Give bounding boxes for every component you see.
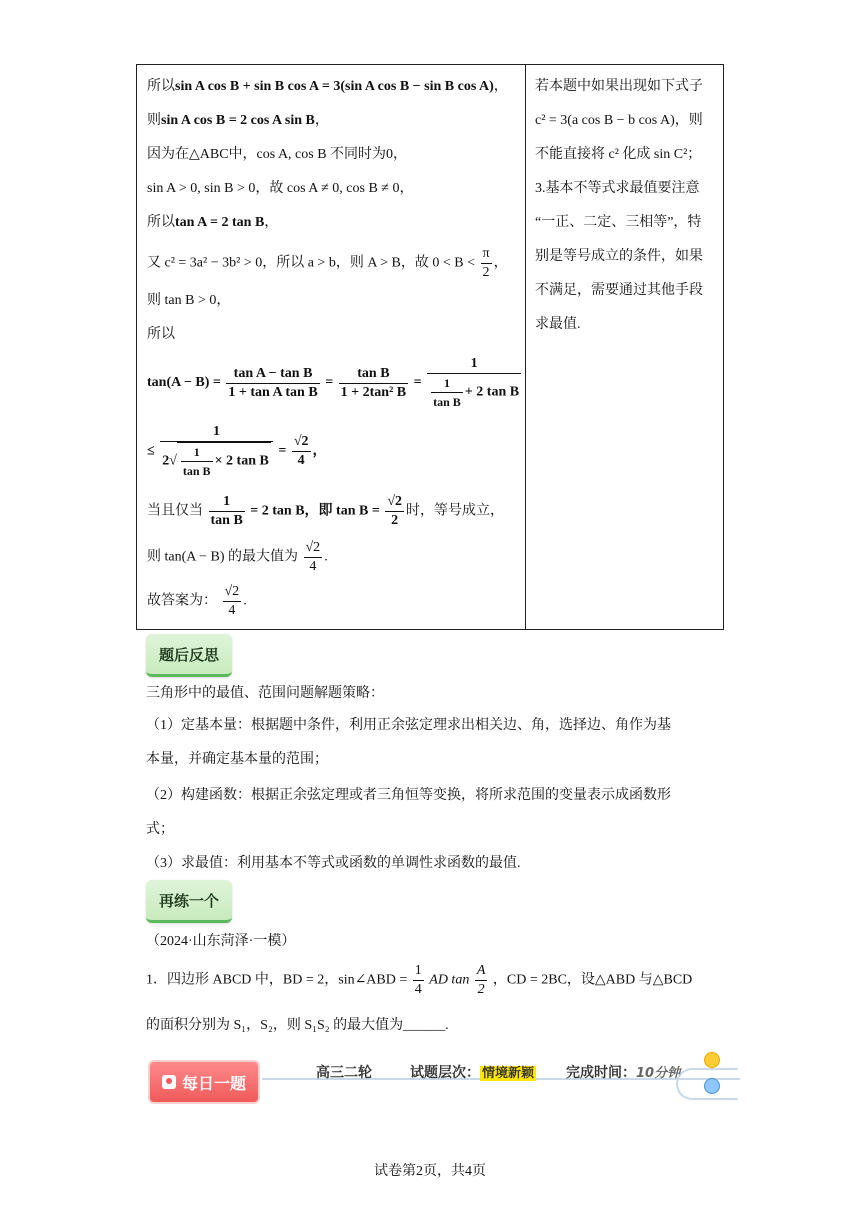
sol-line-8: 所以 — [147, 327, 175, 342]
reflection-p2a: （2）构建函数：根据正余弦定理或者三角恒等变换，将所求范围的变量表示成函数形 — [146, 788, 671, 803]
table-divider — [525, 65, 526, 629]
reflection-p1b: 本量，并确定基本量的范围； — [146, 752, 328, 767]
smiley-icon — [704, 1052, 720, 1068]
banner-grade: 高三二轮 — [316, 1065, 372, 1081]
reflection-badge: 题后反思 — [146, 634, 232, 677]
banner-level: 试题层次： 情境新颖 — [410, 1065, 535, 1081]
note-line-8: 求最值. — [535, 317, 581, 332]
daily-question-label: 每日一题 — [181, 1073, 246, 1093]
user-icon — [162, 1075, 176, 1089]
equation-tan-diff: tan(A − B) = $\frac{\text{tan A − tan B}}{\text{1 + tan A tan B}}$ = $\frac{\text{tan B}}{\text{1 + 2tan² B}}$ = 1 $\frac{1}{\text{tan B}}$ + 2 tan B — [147, 356, 520, 409]
reflection-intro: 三角形中的最值、范围问题解题策略： — [146, 686, 384, 701]
page-footer: 试卷第2页，共4页 — [374, 1164, 486, 1179]
note-line-3: 不能直接将 c² 化成 sin C²； — [535, 147, 702, 162]
note-line-7: 不满足，需要通过其他手段 — [535, 283, 703, 298]
practice-source: （2024·山东菏泽·一模） — [146, 934, 296, 949]
sol-answer: 故答案为： $\frac{√2}{4}$ . — [147, 584, 247, 618]
practice-question-line-2: 的面积分别为 S₁，S₂，则 S₁S₂ 的最大值为______. — [146, 1018, 449, 1033]
reflection-p2b: 式； — [146, 822, 174, 837]
sol-line-3: 因为在△ABC中，cos A, cos B 不同时为0， — [147, 147, 408, 162]
globe-icon — [704, 1078, 720, 1094]
note-line-2: c² = 3(a cos B − b cos A)，则 — [535, 113, 703, 128]
sol-line-4: sin A > 0, sin B > 0，故 cos A ≠ 0, cos B ≠ 0， — [147, 181, 414, 196]
sol-line-2: 则sin A cos B = 2 cos A sin B， — [147, 113, 329, 128]
sol-line-1: 所以sin A cos B + sin B cos A = 3(sin A cos B − sin B cos A)， — [147, 79, 508, 94]
reflection-p1a: （1）定基本量：根据题中条件，利用正余弦定理求出相关边、角，选择边、角作为基 — [146, 718, 671, 733]
practice-question-line-1: 1．四边形 ABCD 中，BD = 2，sin∠ABD = $\frac{1}{4}$ AD tan $\frac{A}{2}$ ，CD = 2BC，设△ABD 与△BCD — [146, 963, 693, 997]
sol-line-10: 则 tan(A − B) 的最大值为 $\frac{√2}{4}$ . — [147, 540, 328, 574]
sol-line-7: 则 tan B > 0， — [147, 293, 231, 308]
note-line-4: 3.基本不等式求最值要注意 — [535, 181, 700, 196]
banner-time: 完成时间：10分钟 — [566, 1065, 681, 1081]
daily-question-button[interactable] — [148, 1060, 260, 1104]
solution-table — [136, 64, 724, 630]
practice-badge: 再练一个 — [146, 880, 232, 923]
sol-line-9: 当且仅当 $\frac{1}{\text{tan B}}$ = 2 tan B，即 tan B = $\frac{√2}{2}$ 时，等号成立， — [147, 494, 505, 528]
note-line-1: 若本题中如果出现如下式子 — [535, 79, 703, 94]
note-line-5: “一正、二定、三相等”，特 — [535, 215, 702, 230]
reflection-p3: （3）求最值：利用基本不等式或函数的单调性求函数的最值. — [146, 856, 521, 871]
sol-line-6: 又 c² = 3a² − 3b² > 0，所以 a > b，则 A > B，故 0 < B < $\frac{\pi}{2}$ ， — [147, 246, 508, 280]
equation-inequality: ≤ 1 2√ $\frac{1}{\text{tan B}}$ × 2 tan B = $\frac{√2}{4}$ ， — [147, 424, 327, 478]
sol-line-5: 所以tan A = 2 tan B， — [147, 215, 279, 230]
note-line-6: 别是等号成立的条件，如果 — [535, 249, 703, 264]
